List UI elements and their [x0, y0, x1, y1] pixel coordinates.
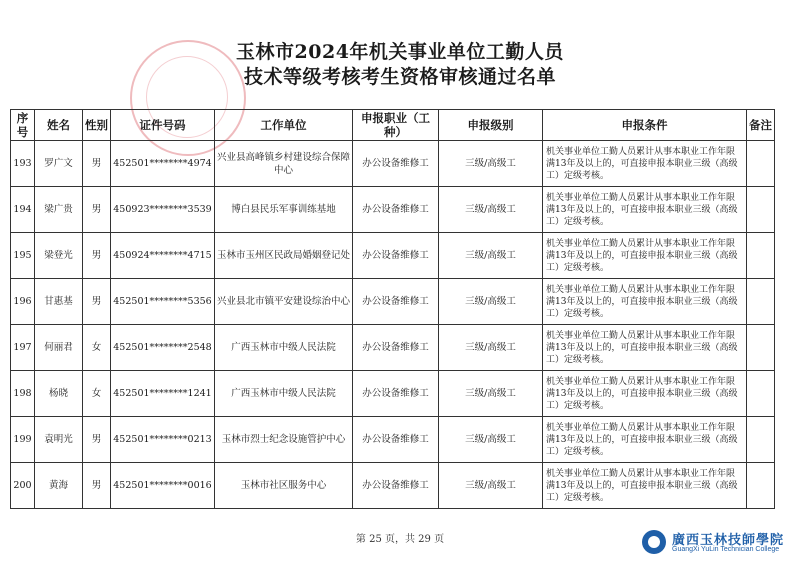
table-row — [11, 279, 775, 325]
cell-job: 办公设备维修工 — [353, 279, 439, 325]
cell-name: 甘惠基 — [35, 279, 83, 325]
cell-id: 452501********2548 — [111, 325, 215, 371]
table-row — [11, 187, 775, 233]
cell-id: 452501********4974 — [111, 141, 215, 187]
college-logo — [640, 528, 800, 558]
cell-job: 办公设备维修工 — [353, 141, 439, 187]
cell-note — [747, 141, 775, 187]
cell-note — [747, 417, 775, 463]
cell-gender: 女 — [83, 371, 111, 417]
page-number: 第 25 页，共 29 页 — [355, 534, 445, 545]
cell-unit: 玉林市社区服务中心 — [215, 463, 353, 509]
cell-level: 三级/高级工 — [439, 233, 543, 279]
cell-no: 200 — [11, 463, 35, 509]
cell-level: 三级/高级工 — [439, 325, 543, 371]
cell-level: 三级/高级工 — [439, 371, 543, 417]
table-row — [11, 463, 775, 509]
header-note: 备注 — [747, 110, 775, 141]
table-row — [11, 141, 775, 187]
cell-unit: 兴业县北市镇平安建设综治中心 — [215, 279, 353, 325]
table-row — [11, 233, 775, 279]
cell-note — [747, 371, 775, 417]
cell-unit: 广西玉林市中级人民法院 — [215, 325, 353, 371]
college-name-en: GuangXi YuLin Technician College — [672, 546, 780, 553]
title-line-1: 玉林市2024年机关事业单位工勤人员 — [236, 41, 564, 63]
college-emblem-icon — [642, 530, 666, 554]
cell-level: 三级/高级工 — [439, 187, 543, 233]
cell-id: 452501********0213 — [111, 417, 215, 463]
cell-level: 三级/高级工 — [439, 417, 543, 463]
cell-unit: 广西玉林市中级人民法院 — [215, 371, 353, 417]
document-title — [0, 40, 800, 90]
cell-job: 办公设备维修工 — [353, 463, 439, 509]
cell-unit: 博白县民乐军事训练基地 — [215, 187, 353, 233]
title-line-2: 技术等级考核考生资格审核通过名单 — [243, 66, 556, 88]
cell-name: 罗广文 — [35, 141, 83, 187]
cell-condition: 机关事业单位工勤人员累计从事本职业工作年限满13年及以上的，可直接申报本职业三级（高级工）定级考核。 — [543, 371, 747, 417]
cell-job: 办公设备维修工 — [353, 233, 439, 279]
cell-no: 194 — [11, 187, 35, 233]
header-no: 序号 — [11, 110, 35, 141]
table-row — [11, 371, 775, 417]
cell-name: 杨晓 — [35, 371, 83, 417]
cell-level: 三级/高级工 — [439, 141, 543, 187]
cell-name: 梁登光 — [35, 233, 83, 279]
table-row — [11, 325, 775, 371]
cell-name: 黄海 — [35, 463, 83, 509]
cell-gender: 男 — [83, 187, 111, 233]
cell-gender: 女 — [83, 325, 111, 371]
header-gender: 性别 — [83, 110, 111, 141]
cell-no: 193 — [11, 141, 35, 187]
cell-condition: 机关事业单位工勤人员累计从事本职业工作年限满13年及以上的，可直接申报本职业三级（高级工）定级考核。 — [543, 417, 747, 463]
cell-id: 452501********0016 — [111, 463, 215, 509]
cell-unit: 玉林市烈士纪念设施管护中心 — [215, 417, 353, 463]
cell-condition: 机关事业单位工勤人员累计从事本职业工作年限满13年及以上的，可直接申报本职业三级（高级工）定级考核。 — [543, 187, 747, 233]
cell-gender: 男 — [83, 417, 111, 463]
cell-id: 450924********4715 — [111, 233, 215, 279]
cell-unit: 兴业县高峰镇乡村建设综合保障中心 — [215, 141, 353, 187]
cell-gender: 男 — [83, 279, 111, 325]
cell-condition: 机关事业单位工勤人员累计从事本职业工作年限满13年及以上的，可直接申报本职业三级（高级工）定级考核。 — [543, 279, 747, 325]
cell-note — [747, 279, 775, 325]
cell-note — [747, 187, 775, 233]
cell-condition: 机关事业单位工勤人员累计从事本职业工作年限满13年及以上的，可直接申报本职业三级（高级工）定级考核。 — [543, 325, 747, 371]
cell-gender: 男 — [83, 233, 111, 279]
cell-condition: 机关事业单位工勤人员累计从事本职业工作年限满13年及以上的，可直接申报本职业三级（高级工）定级考核。 — [543, 233, 747, 279]
cell-no: 199 — [11, 417, 35, 463]
table-row — [11, 417, 775, 463]
cell-note — [747, 325, 775, 371]
header-name: 姓名 — [35, 110, 83, 141]
header-id: 证件号码 — [111, 110, 215, 141]
cell-no: 195 — [11, 233, 35, 279]
cell-unit: 玉林市玉州区民政局婚姻登记处 — [215, 233, 353, 279]
cell-name: 何丽君 — [35, 325, 83, 371]
cell-note — [747, 233, 775, 279]
cell-no: 196 — [11, 279, 35, 325]
cell-condition: 机关事业单位工勤人员累计从事本职业工作年限满13年及以上的，可直接申报本职业三级（高级工）定级考核。 — [543, 463, 747, 509]
cell-name: 袁明光 — [35, 417, 83, 463]
cell-note — [747, 463, 775, 509]
header-job: 申报职业（工种） — [353, 110, 439, 141]
cell-id: 450923********3539 — [111, 187, 215, 233]
cell-id: 452501********5356 — [111, 279, 215, 325]
cell-job: 办公设备维修工 — [353, 325, 439, 371]
header-condition: 申报条件 — [543, 110, 747, 141]
cell-no: 197 — [11, 325, 35, 371]
cell-id: 452501********1241 — [111, 371, 215, 417]
cell-no: 198 — [11, 371, 35, 417]
candidate-table — [10, 109, 775, 509]
cell-gender: 男 — [83, 463, 111, 509]
cell-level: 三级/高级工 — [439, 279, 543, 325]
cell-job: 办公设备维修工 — [353, 187, 439, 233]
cell-level: 三级/高级工 — [439, 463, 543, 509]
cell-condition: 机关事业单位工勤人员累计从事本职业工作年限满13年及以上的，可直接申报本职业三级（高级工）定级考核。 — [543, 141, 747, 187]
cell-job: 办公设备维修工 — [353, 417, 439, 463]
table-header-row — [11, 110, 775, 141]
cell-gender: 男 — [83, 141, 111, 187]
header-level: 申报级别 — [439, 110, 543, 141]
cell-name: 梁广贵 — [35, 187, 83, 233]
college-name-cn: 廣西玉林技師學院 — [672, 533, 785, 548]
header-unit: 工作单位 — [215, 110, 353, 141]
cell-job: 办公设备维修工 — [353, 371, 439, 417]
